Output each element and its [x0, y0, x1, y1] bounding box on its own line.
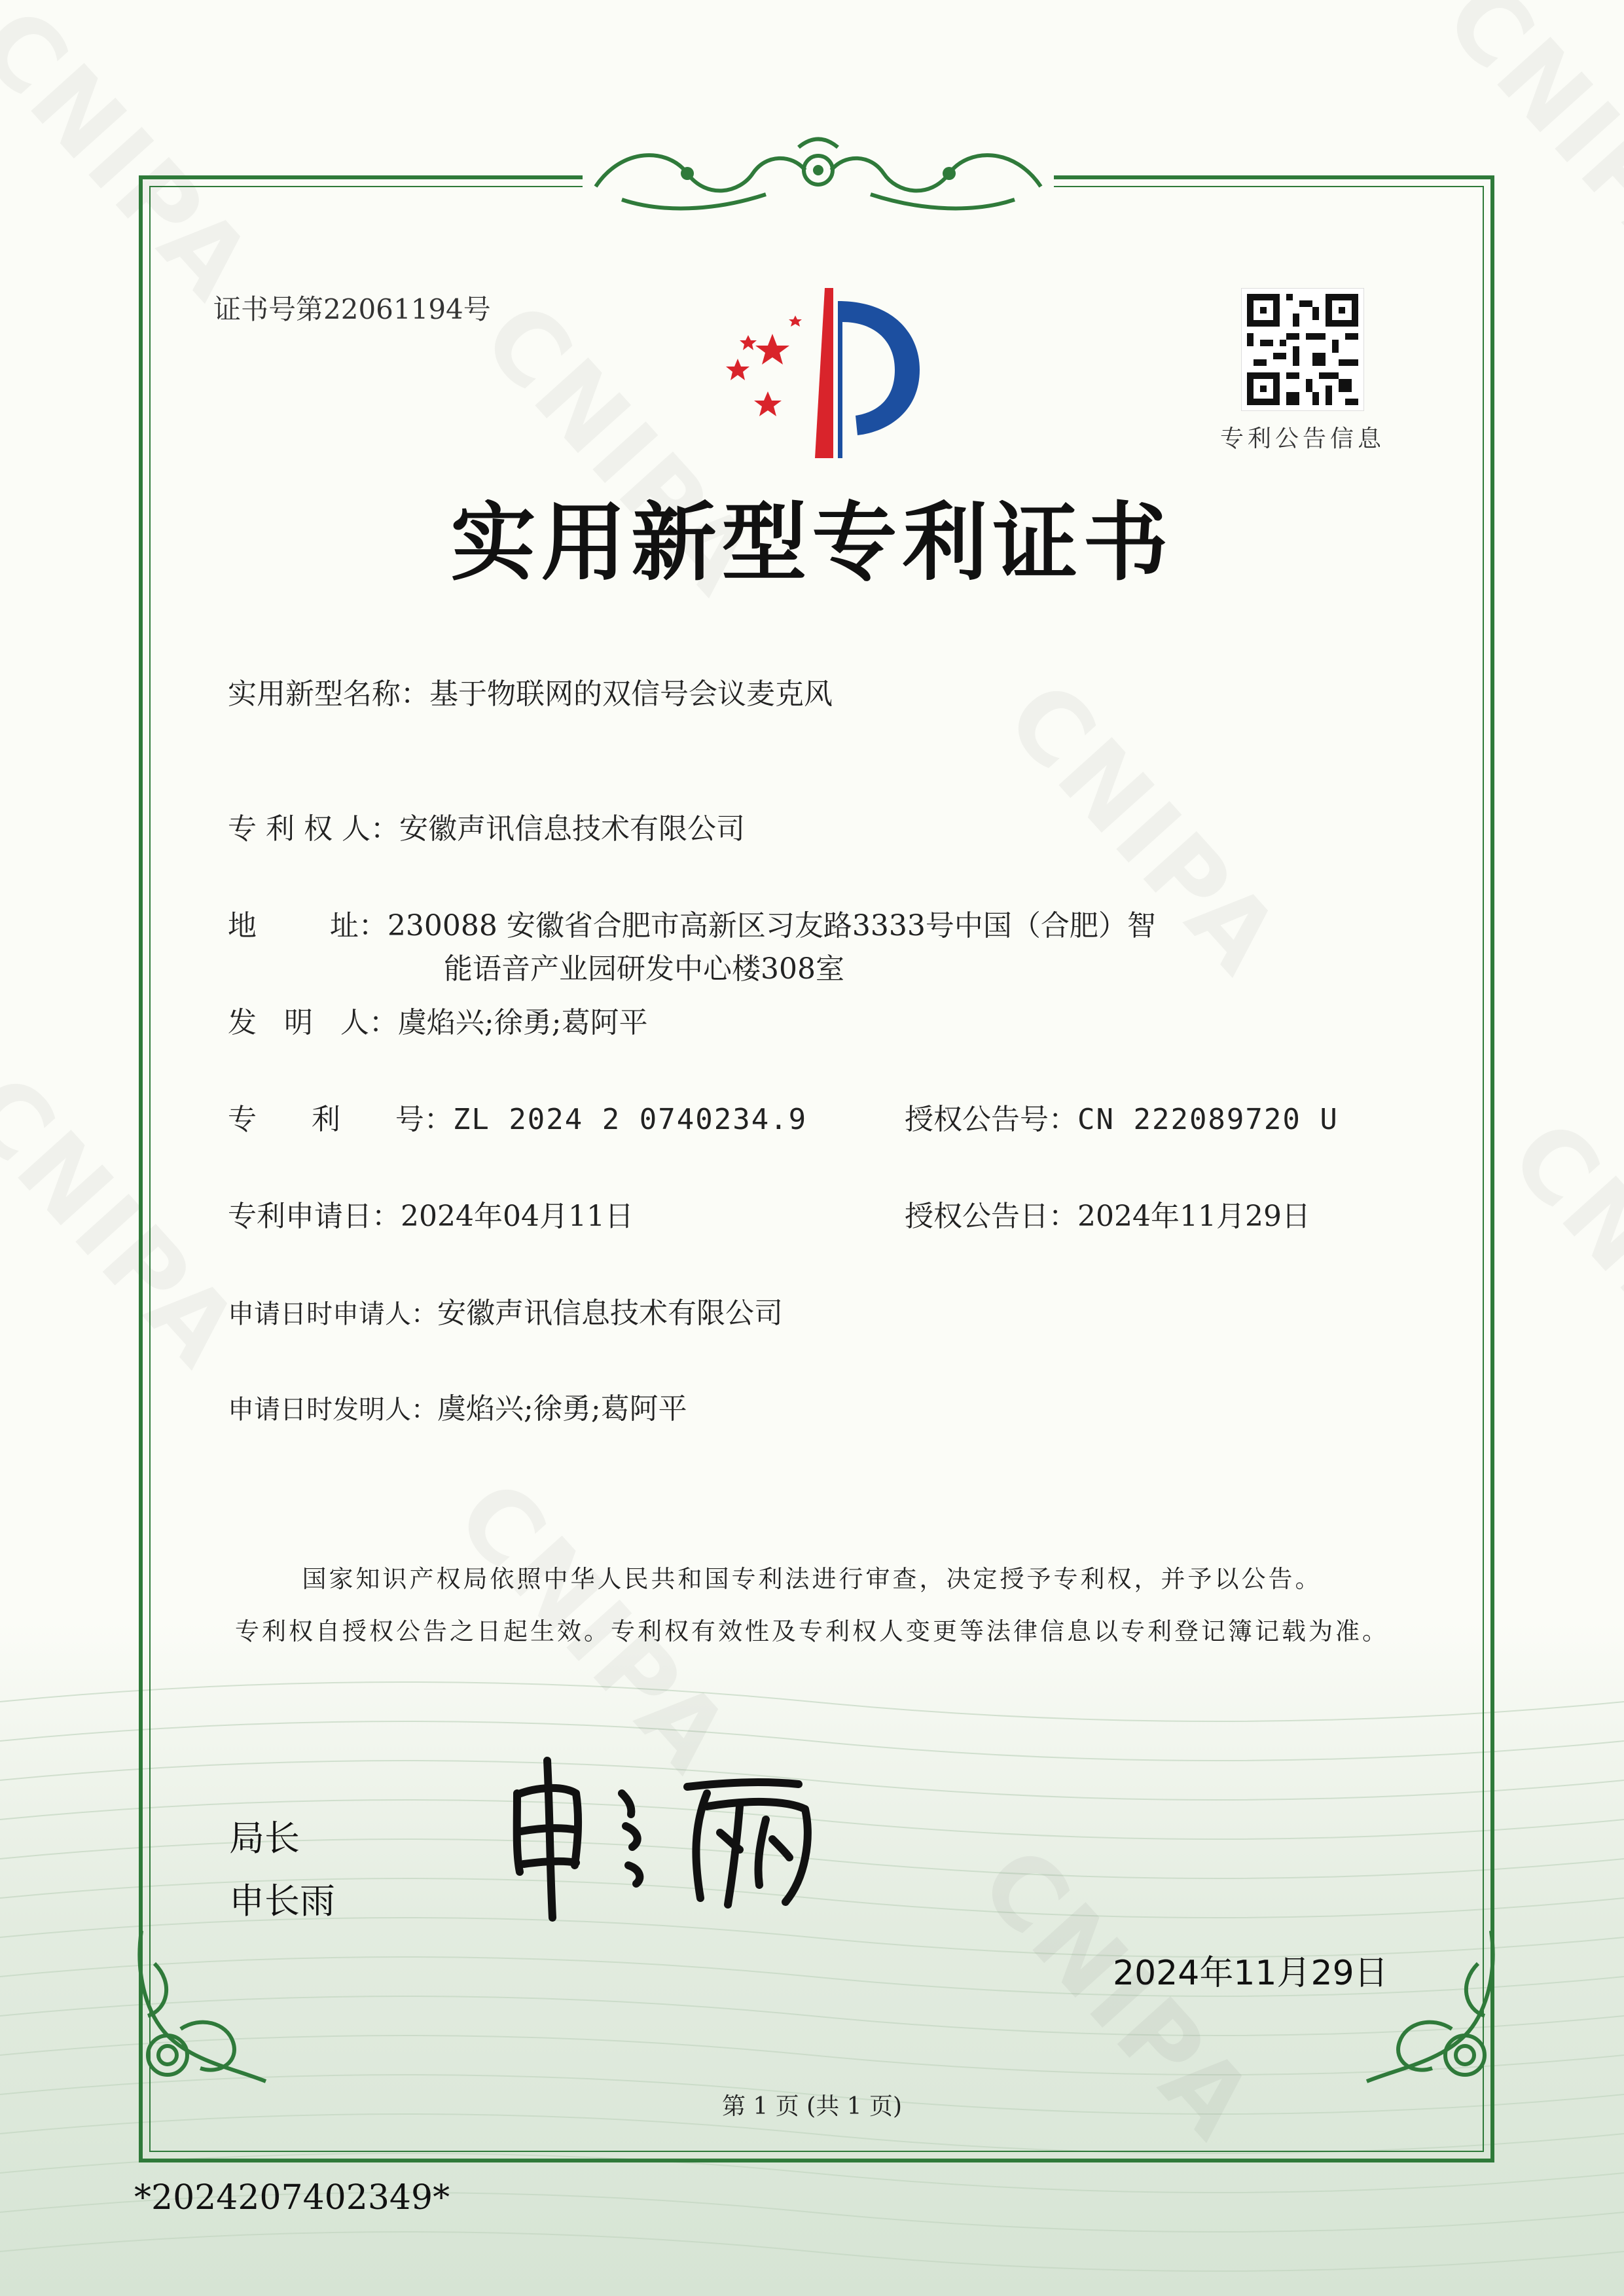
field-address	[228, 905, 1156, 948]
certificate-title: 实用新型专利证书	[450, 493, 1174, 592]
field-label: 授权公告日：	[905, 1200, 1077, 1233]
notice-line-1: 国家知识产权局依照中华人民共和国专利法进行审查，决定授予专利权，并予以公告。	[302, 1565, 1322, 1593]
corner-ornament-bottom-left	[128, 1924, 272, 2094]
issue-date: 2024年11月29日	[1113, 1954, 1388, 1993]
field-label: 专利申请日：	[228, 1200, 401, 1233]
notice-line-2: 专利权自授权公告之日起生效。专利权有效性及专利权人变更等法律信息以专利登记簿记载为准。	[235, 1617, 1389, 1645]
qr-code-icon[interactable]	[1241, 288, 1364, 411]
field-value: 安徽声讯信息技术有限公司	[437, 1297, 783, 1330]
cnipa-logo	[704, 281, 946, 478]
field-value: 基于物联网的双信号会议麦克风	[429, 677, 833, 711]
field-applicant-at-filing	[228, 1292, 783, 1336]
field-label: 实用新型名称：	[228, 677, 429, 711]
qr-block	[1219, 288, 1386, 454]
field-publication-number	[905, 1098, 1339, 1141]
field-value: 2024年04月11日	[401, 1200, 634, 1233]
field-value: 虞焰兴;徐勇;葛阿平	[437, 1392, 687, 1426]
field-label: 专 利 权 人：	[228, 812, 399, 846]
certificate-number: 证书号第22061194号	[213, 293, 491, 325]
field-value: 安徽声讯信息技术有限公司	[399, 812, 745, 846]
field-value: 230088 安徽省合肥市高新区习友路3333号中国（合肥）智	[387, 909, 1156, 942]
field-label: 发 明 人：	[228, 1006, 398, 1039]
field-label: 授权公告号：	[905, 1103, 1077, 1136]
director-title: 局长	[229, 1818, 300, 1859]
field-label: 申请日时发明人：	[228, 1395, 437, 1425]
field-inventor-at-filing	[228, 1388, 687, 1431]
page-number: 第 1 页 (共 1 页)	[721, 2093, 903, 2120]
serial-number: *2024207402349*	[134, 2178, 450, 2217]
field-patent-number	[228, 1098, 807, 1141]
watermark	[1489, 1100, 1624, 1435]
field-filing-date	[228, 1195, 634, 1238]
top-ornament	[583, 134, 1054, 219]
field-value: 虞焰兴;徐勇;葛阿平	[397, 1006, 648, 1039]
field-value: 2024年11月29日	[1077, 1200, 1310, 1233]
field-address-line2: 能语音产业园研发中心楼308室	[444, 952, 844, 986]
field-label: 申请日时申请人：	[228, 1299, 437, 1329]
field-patentee	[228, 808, 745, 851]
field-utility-model-name	[228, 673, 833, 716]
director-signature	[497, 1754, 838, 1924]
director-name: 申长雨	[229, 1880, 335, 1922]
field-inventor	[228, 1001, 648, 1045]
field-value: CN 222089720 U	[1077, 1103, 1339, 1136]
qr-label: 专利公告信息	[1219, 425, 1385, 452]
field-value: ZL 2024 2 0740234.9	[452, 1103, 808, 1136]
field-label: 专 利 号：	[228, 1103, 453, 1136]
field-label: 地 址：	[228, 909, 388, 942]
field-publication-date	[905, 1195, 1310, 1238]
